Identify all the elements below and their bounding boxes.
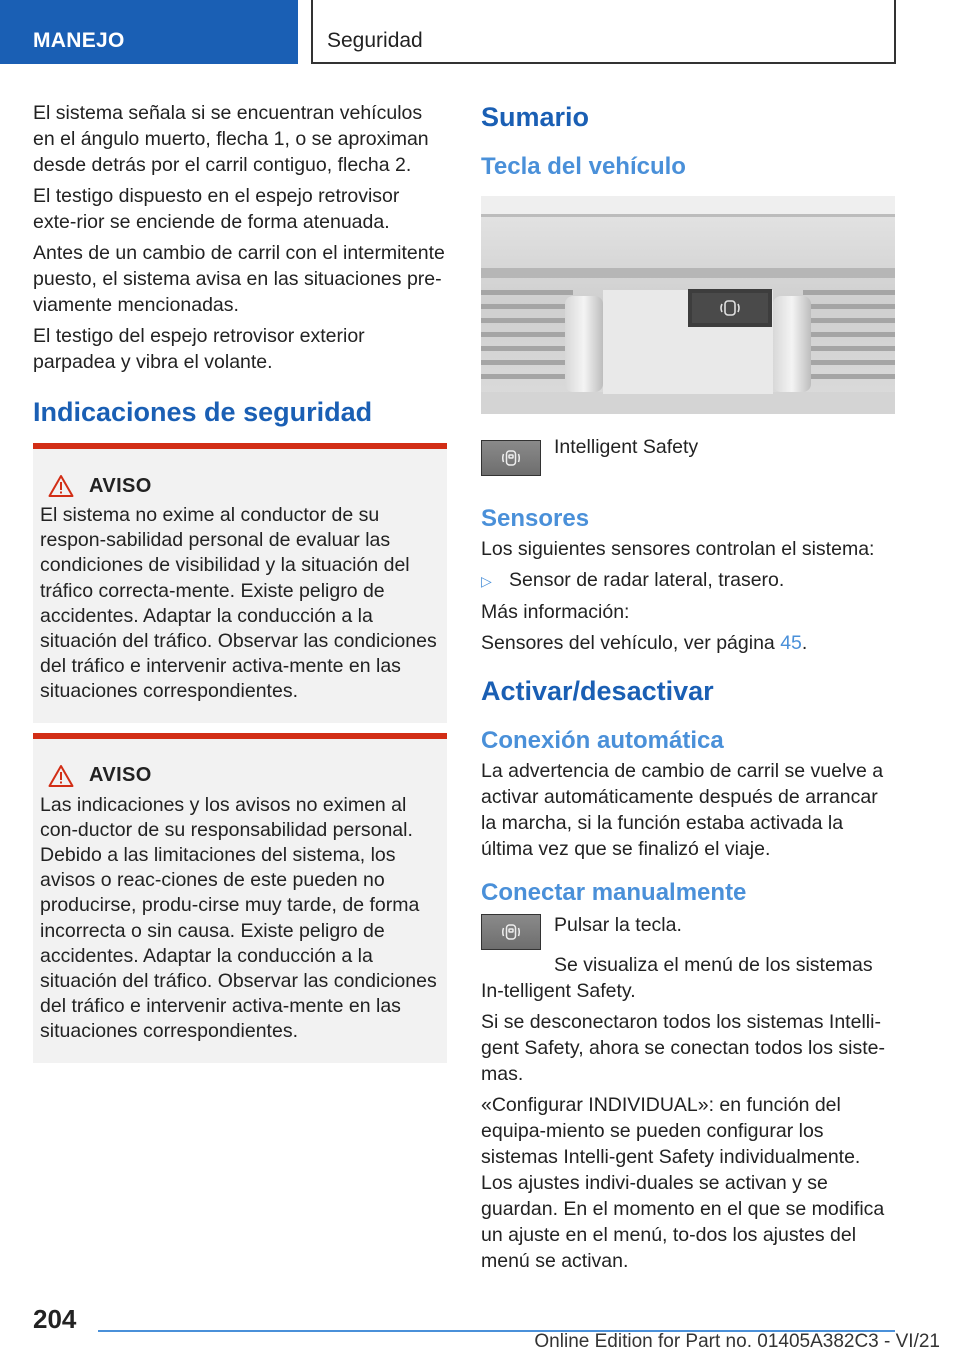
warning-label: AVISO xyxy=(89,474,152,497)
warning-text: Las indicaciones y los avisos no eximen al con-ductor de su responsabilidad personal. Debido a las limitaciones del sistema, los avisos o reac-ciones de este pueden no producirse, produ-cirse muy tarde, de forma incorrecta o sin causa. Existe peligro de accidentes. Adaptar la conducción a la situación del tráfico. Observar las condiciones del tráfico e intervenir activa-mente en las situaciones correspondientes. xyxy=(40,793,437,1043)
intro-paragraph: Antes de un cambio de carril con el intermitente puesto, el sistema avisa en las situaciones pre-viamente mencionadas. xyxy=(33,242,445,316)
key-label: Intelligent Safety xyxy=(554,436,699,458)
section-tab[interactable] xyxy=(0,0,298,64)
heading-tecla: Tecla del vehículo xyxy=(481,153,686,180)
page-reference xyxy=(481,630,895,656)
heading-sensores: Sensores xyxy=(481,505,590,532)
footer-edition: Online Edition for Part no. 01405A382C3 - VI/21 xyxy=(534,1331,940,1352)
bullet-triangle-icon: ▷ xyxy=(481,573,492,589)
intro-paragraph: El sistema señala si se encuentran vehículos en el ángulo muerto, flecha 1, o se aproximan desde detrás por el carril contiguo, flecha 2. xyxy=(33,102,429,176)
list-item-text: Sensor de radar lateral, trasero. xyxy=(509,569,785,591)
intelligent-safety-button-icon xyxy=(481,914,541,950)
manual-paragraph: «Configurar INDIVIDUAL»: en función del equipa-miento se pueden configurar los sistemas Intelli-gent Safety individualmente. Los ajustes indivi-duales se activan y se guardan. En el momento en el que se modifica un ajuste en el menú, to-dos los ajustes del menú se activan. xyxy=(481,1094,885,1272)
auto-connect-text: La advertencia de cambio de carril se vuelve a activar automáticamente después de arrancar la marcha, si la función estaba activada la última vez que se finalizó el viaje. xyxy=(481,760,884,860)
intro-paragraph: El testigo dispuesto en el espejo retrovisor exte-rior se enciende de forma atenuada. xyxy=(33,185,400,233)
heading-conexion: Conexión automática xyxy=(481,727,724,754)
right-column xyxy=(481,100,895,1279)
page-link[interactable]: 45 xyxy=(780,632,802,654)
key-row xyxy=(481,434,895,474)
warning-text: El sistema no exime al conductor de su respon-sabilidad personal de evaluar las condiciones de visibilidad y la situación del tráfico correcta-mente. Existe peligro de accidentes. Adaptar la conducción a la situación del tráfico. Observar las condiciones del tráfico e intervenir activa-mente en las situaciones correspondientes. xyxy=(40,504,437,703)
page-number: 204 xyxy=(33,1304,77,1334)
manual-paragraph: Si se desconectaron todos los sistemas Intelli-gent Safety, ahora se conectan todos los siste-mas. xyxy=(481,1011,885,1085)
warning-triangle-icon xyxy=(48,764,74,788)
more-info-label: Más información: xyxy=(481,601,630,623)
sensors-intro: Los siguientes sensores controlan el sistema: xyxy=(481,538,875,560)
heading-safety: Indicaciones de seguridad xyxy=(33,397,373,427)
list-item xyxy=(481,567,895,594)
heading-activar: Activar/desactivar xyxy=(481,676,714,706)
manual-step-2: Se visualiza el menú de los sistemas In-telligent Safety. xyxy=(481,954,873,1002)
warning-label: AVISO xyxy=(89,764,152,787)
warning-header xyxy=(40,471,439,501)
warning-header xyxy=(40,761,439,791)
heading-manual: Conectar manualmente xyxy=(481,879,747,906)
page-title: Seguridad xyxy=(327,29,423,52)
reference-text: Sensores del vehículo, ver página xyxy=(481,632,781,654)
intelligent-safety-button-icon xyxy=(481,440,541,476)
section-tab-label: MANEJO xyxy=(33,29,125,52)
left-column xyxy=(33,100,447,1063)
warning-box xyxy=(33,733,447,1063)
dashboard-photo xyxy=(481,196,895,414)
heading-sumario: Sumario xyxy=(481,102,590,132)
manual-step-row xyxy=(481,912,895,952)
manual-step-1: Pulsar la tecla. xyxy=(554,914,682,936)
intro-paragraph: El testigo del espejo retrovisor exterior parpadea y vibra el volante. xyxy=(33,325,365,373)
page-header xyxy=(311,0,896,64)
reference-end: . xyxy=(801,632,808,654)
warning-box xyxy=(33,443,447,723)
warning-triangle-icon xyxy=(48,474,74,498)
